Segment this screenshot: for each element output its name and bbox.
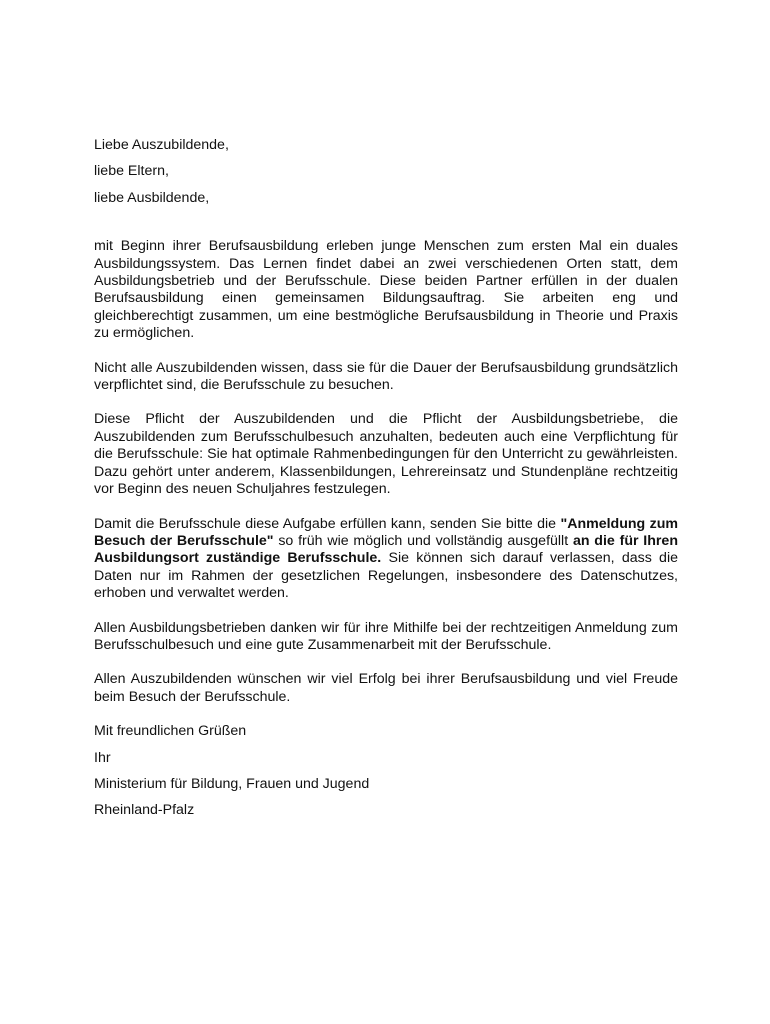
letter-body [94,238,678,706]
closing-state: Rheinland-Pfalz [94,802,195,819]
salutation-line-1: Liebe Auszubildende, [94,137,229,153]
registration-text-2: so früh wie möglich und vollständig ausgefüllt [273,532,573,549]
paragraph-wishes: Allen Auszubildenden wünschen wir viel Erfolg bei ihrer Berufsausbildung und viel Freude beim Besuch der Berufsschule. [94,671,678,705]
paragraph-school-obligation: Diese Pflicht der Auszubildenden und die Pflicht der Ausbildungsbetriebe, die Auszubildenden zum Berufsschulbesuch anzuhalten, bedeuten auch eine Verpflichtung für die Berufsschule: Sie hat optimale Rahmenbedingungen für den Unterricht zu gewährleisten. Dazu gehört unter anderem, Klassenbildungen, Lehrereinsatz und Stundenpläne rechtzeitig vor Beginn des neuen Schuljahres festzulegen. [94,411,678,498]
closing-ministry: Ministerium für Bildung, Frauen und Jugend [94,775,370,792]
salutation-line-2: liebe Eltern, [94,163,169,180]
registration-recipient: an die für Ihren Ausbildungsort zuständige Berufsschule. [94,532,678,567]
paragraph-attendance-duty: Nicht alle Auszubildenden wissen, dass sie für die Dauer der Berufsausbildung grundsätzlich verpflichtet sind, die Berufsschule zu besuchen. [94,359,678,394]
salutation-line-3: liebe Ausbildende, [94,189,210,206]
registration-text-1: Damit die Berufsschule diese Aufgabe erfüllen kann, senden Sie bitte die [94,515,561,532]
salutation-block [94,137,678,207]
closing-block [94,723,678,820]
paragraph-registration [94,516,678,603]
closing-ihr: Ihr [94,749,111,766]
registration-form-name: "Anmeldung zum Besuch der Berufsschule" [94,515,678,549]
closing-greeting: Mit freundlichen Grüßen [94,723,247,740]
letter-content [94,137,678,829]
paragraph-thanks: Allen Ausbildungsbetrieben danken wir für ihre Mithilfe bei der rechtzeitigen Anmeldung zum Berufsschulbesuch und eine gute Zusammenarbeit mit der Berufsschule. [94,619,678,653]
paragraph-dual-system: mit Beginn ihrer Berufsausbildung erleben junge Menschen zum ersten Mal ein duales Ausbildungssystem. Das Lernen findet dabei an zwei verschiedenen Orten statt, dem Ausbildungsbetrieb und der Berufsschule. Diese beiden Partner erfüllen in der dualen Berufsausbildung einen gemeinsamen Bildungsauftrag. Sie arbeiten eng und gleichberechtigt zusammen, um eine bestmögliche Berufsausbildung in Theorie und Praxis zu ermöglichen. [94,238,678,342]
registration-text-3: Sie können sich darauf verlassen, dass die Daten nur im Rahmen der gesetzlichen Regelungen, insbesondere des Datenschutzes, erhoben und verwaltet werden. [94,550,678,602]
